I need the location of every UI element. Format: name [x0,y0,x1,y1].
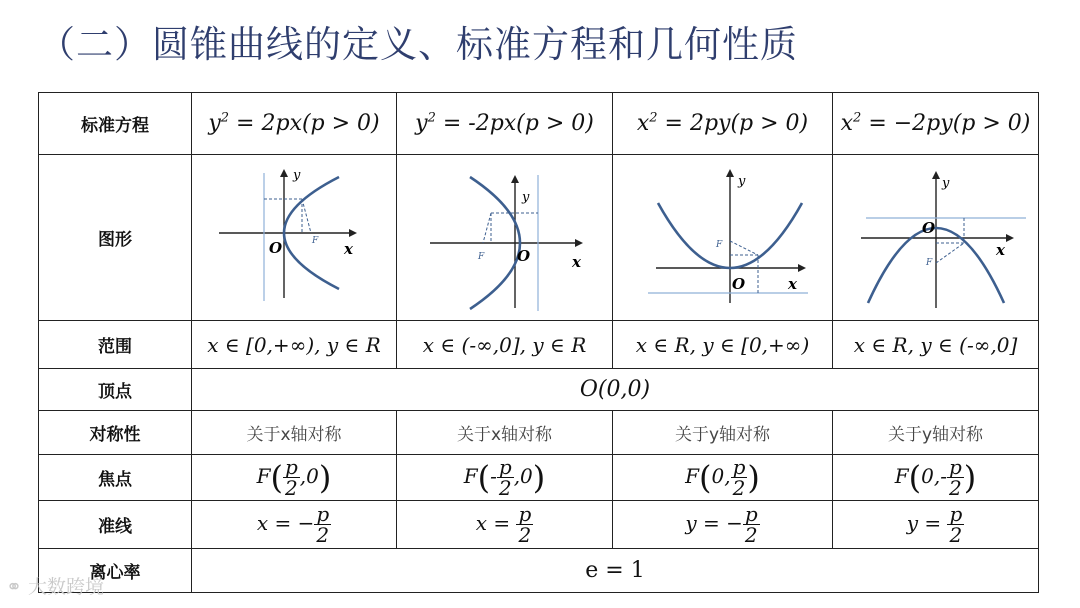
row-directrix [39,501,1039,549]
page-title: （二）圆锥曲线的定义、标准方程和几何性质 [38,23,798,66]
svg-text:x: x [787,274,797,293]
symmetry-cell-2: 关于x轴对称 [397,411,613,455]
directrix-cell-2: x = $\frac{p}{2}$ [397,501,613,549]
svg-text:y: y [941,175,949,191]
svg-text:O: O [516,246,530,265]
range-cell-1: x ∈ [0,+∞), y ∈ R [192,321,397,369]
svg-text:O: O [731,274,745,293]
svg-text:O: O [269,238,283,257]
row-symmetry [39,411,1039,455]
svg-text:O: O [921,218,935,237]
svg-text:F: F [312,235,319,246]
svg-text:F: F [715,239,722,250]
watermark-icon: ⚭ [6,576,22,598]
symmetry-cell-1: 关于x轴对称 [192,411,397,455]
symmetry-cell-4: 关于y轴对称 [833,411,1039,455]
graph-cell-4 [833,155,1039,321]
parabola-right-graph [199,163,389,313]
equation-cell-4: $x^2 = -2py(p > 0)$ [833,93,1039,155]
graph-cell-1 [192,155,397,321]
range-cell-4: x ∈ R, y ∈ (-∞,0] [833,321,1039,369]
row-label-eccentricity: 离心率 [39,549,192,593]
vertex-cell: O(0,0) [192,369,1039,411]
row-label-symmetry: 对称性 [39,411,192,455]
row-graph [39,155,1039,321]
graph-cell-2 [397,155,613,321]
parabola-properties-table [38,92,1039,593]
equation-cell-1: $y^2 = 2px(p > 0)$ [192,93,397,155]
symmetry-cell-3: 关于y轴对称 [613,411,833,455]
directrix-cell-1: x = − $\frac{p}{2}$ [192,501,397,549]
row-range [39,321,1039,369]
row-vertex [39,369,1039,411]
svg-text:x: x [571,252,581,271]
svg-text:y: y [293,167,301,183]
directrix-cell-4: y = $\frac{p}{2}$ [833,501,1039,549]
graph-cell-3 [613,155,833,321]
svg-text:y: y [521,189,529,205]
equation-cell-2: $y^2 = -2px(p > 0)$ [397,93,613,155]
row-label-vertex: 顶点 [39,369,192,411]
row-label-range: 范围 [39,321,192,369]
parabola-left-graph [405,163,605,313]
svg-text:F: F [925,257,932,268]
focus-cell-3: F(0, $\frac{p}{2}$ ) [613,455,833,501]
row-eccentricity [39,549,1039,593]
svg-text:F: F [477,251,484,262]
parabola-down-graph [836,163,1036,313]
row-label-graph: 图形 [39,155,192,321]
row-label-directrix: 准线 [39,501,192,549]
eccentricity-cell: e = 1 [192,549,1039,593]
svg-text:x: x [344,239,353,258]
svg-text:y: y [737,173,745,189]
row-equation [39,93,1039,155]
row-label-focus: 焦点 [39,455,192,501]
row-label-equation: 标准方程 [39,93,192,155]
range-cell-2: x ∈ (-∞,0], y ∈ R [397,321,613,369]
watermark-logo: ⚭ 大数跨境 [6,576,104,598]
row-focus [39,455,1039,501]
directrix-cell-3: y = − $\frac{p}{2}$ [613,501,833,549]
equation-cell-3: $x^2 = 2py(p > 0)$ [613,93,833,155]
svg-text:x: x [995,240,1005,259]
focus-cell-2: F(- $\frac{p}{2}$ ,0) [397,455,613,501]
focus-cell-4: F(0,- $\frac{p}{2}$ ) [833,455,1039,501]
parabola-up-graph [618,163,828,313]
range-cell-3: x ∈ R, y ∈ [0,+∞) [613,321,833,369]
focus-cell-1: F( $\frac{p}{2}$ ,0) [192,455,397,501]
